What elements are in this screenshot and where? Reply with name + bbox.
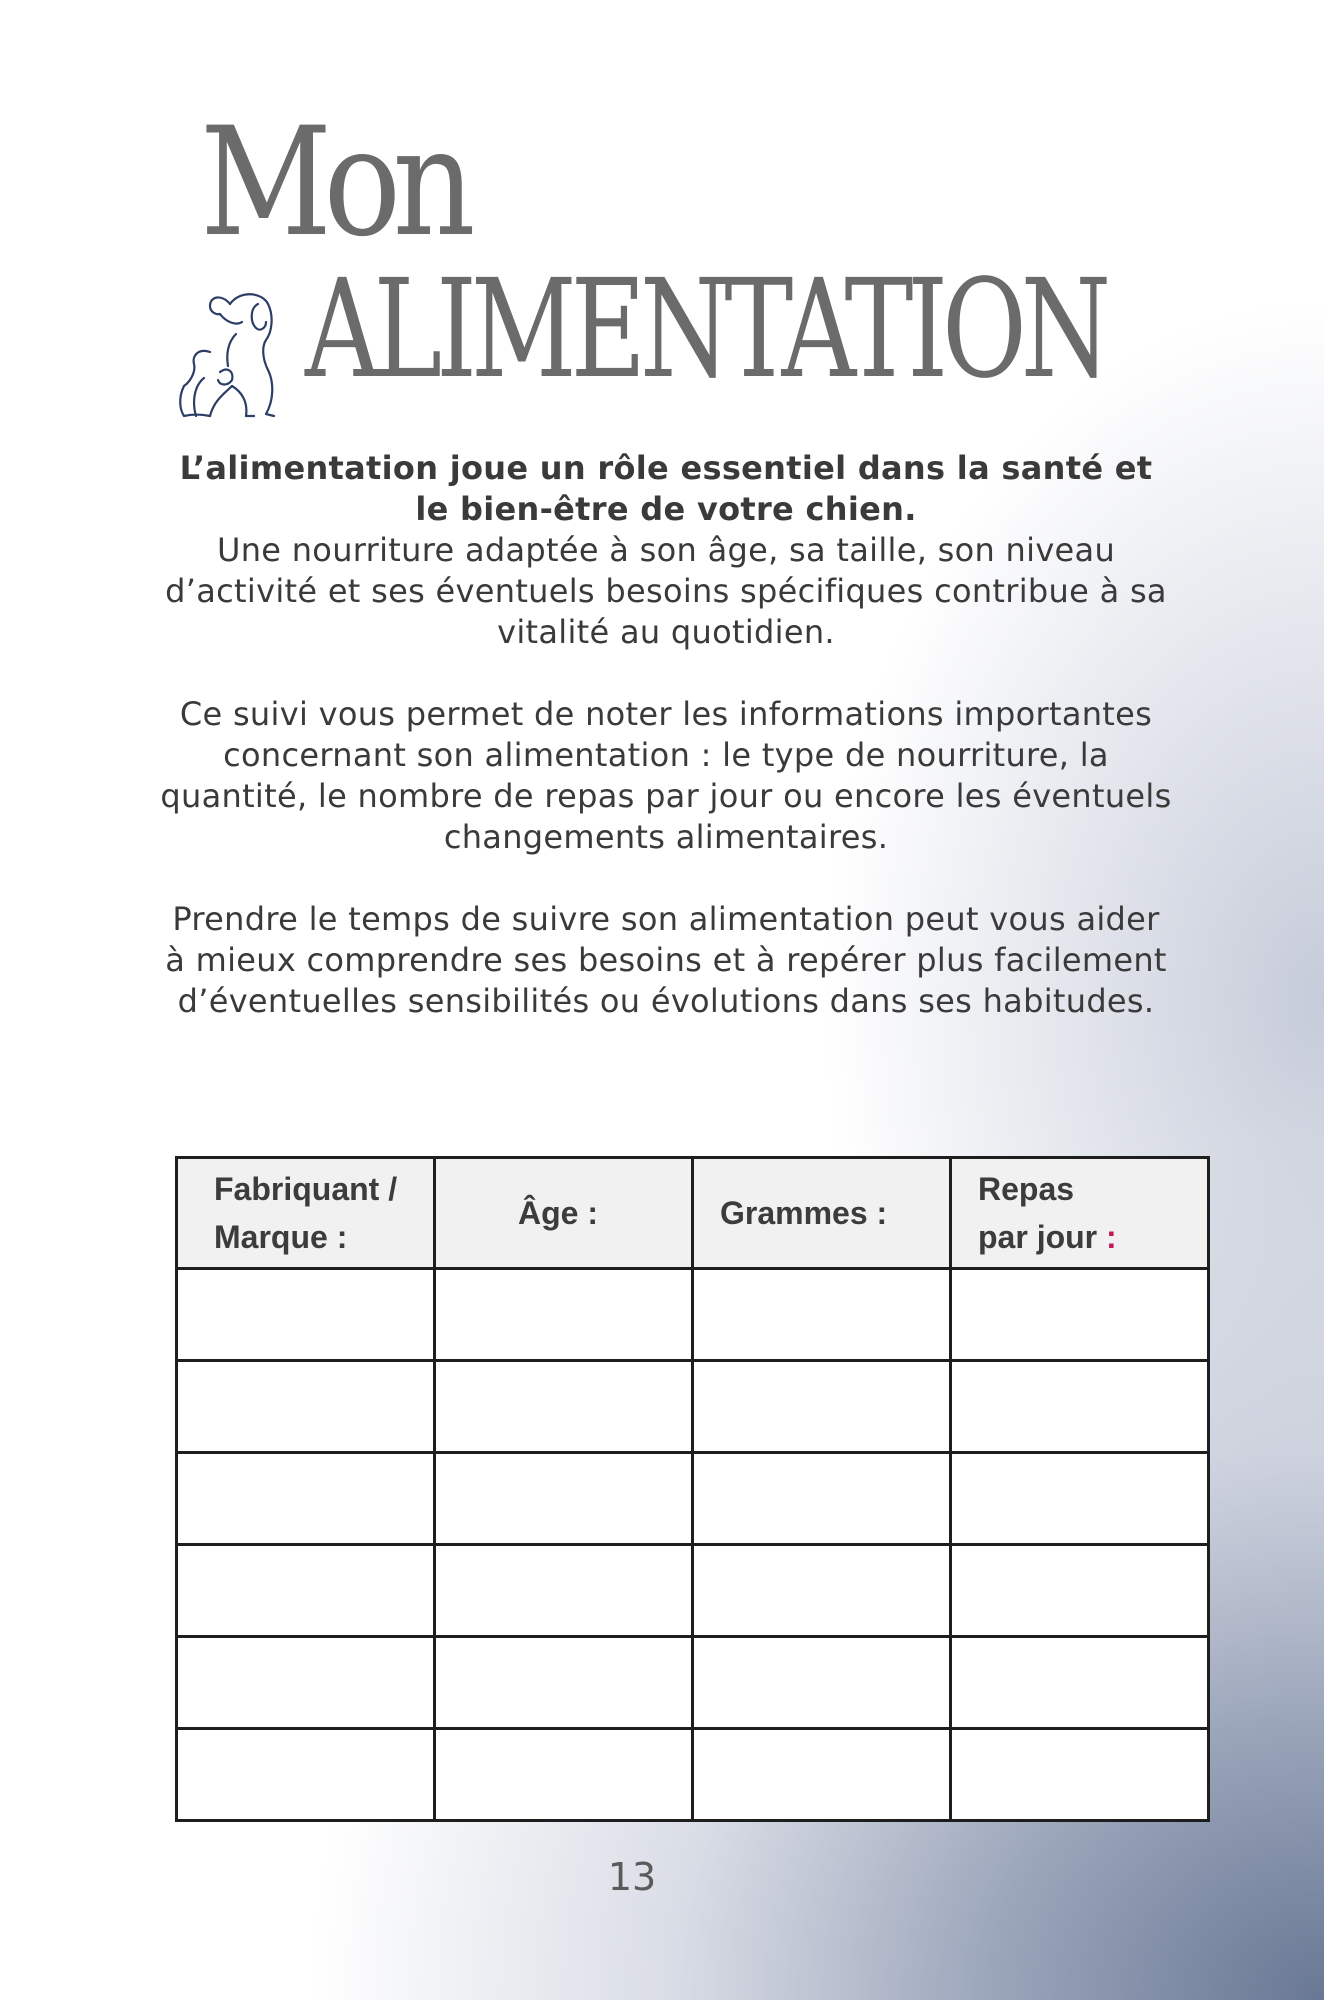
header-manufacturer: Fabriquant / Marque :	[177, 1158, 435, 1269]
diet-tracking-table	[175, 1156, 1210, 1822]
title-line-mon: Mon	[200, 96, 468, 270]
table-cell[interactable]	[693, 1545, 951, 1637]
table-cell[interactable]	[435, 1361, 693, 1453]
table-cell[interactable]	[693, 1269, 951, 1361]
table-row	[177, 1545, 1209, 1637]
table-cell[interactable]	[951, 1453, 1209, 1545]
table-cell[interactable]	[693, 1453, 951, 1545]
dog-line-icon	[170, 282, 280, 422]
table-cell[interactable]	[177, 1729, 435, 1821]
table-cell[interactable]	[951, 1729, 1209, 1821]
table-cell[interactable]	[435, 1545, 693, 1637]
table-row	[177, 1729, 1209, 1821]
table-cell[interactable]	[951, 1269, 1209, 1361]
header-meals-per-day: Repas par jour :	[951, 1158, 1209, 1269]
header-grams: Grammes :	[693, 1158, 951, 1269]
table-cell[interactable]	[693, 1361, 951, 1453]
title-line-alimentation: ALIMENTATION	[305, 251, 1106, 409]
table-row	[177, 1453, 1209, 1545]
table-cell[interactable]	[951, 1637, 1209, 1729]
table-cell[interactable]	[177, 1637, 435, 1729]
table-cell[interactable]	[177, 1453, 435, 1545]
intro-paragraph-1-text: Une nourriture adaptée à son âge, sa taille, son niveau d’activité et ses éventuels besoins spécifiques contribue à sa vitalité au quotidien.	[165, 531, 1167, 651]
accent-colon: :	[1106, 1219, 1117, 1255]
table-row	[177, 1269, 1209, 1361]
intro-paragraph-3: Prendre le temps de suivre son alimentation peut vous aider à mieux comprendre ses besoins et à repérer plus facilement d’éventuelles sensibilités ou évolutions dans ses habitudes.	[165, 900, 1167, 1020]
table-cell[interactable]	[177, 1545, 435, 1637]
table-cell[interactable]	[951, 1545, 1209, 1637]
table-cell[interactable]	[435, 1637, 693, 1729]
intro-bold-statement: L’alimentation joue un rôle essentiel dans la santé et le bien-être de votre chien.	[179, 449, 1153, 528]
table-cell[interactable]	[435, 1729, 693, 1821]
table-row	[177, 1637, 1209, 1729]
intro-text	[160, 448, 1172, 1063]
table-cell[interactable]	[177, 1361, 435, 1453]
table-cell[interactable]	[435, 1453, 693, 1545]
intro-paragraph-2: Ce suivi vous permet de noter les informations importantes concernant son alimentation : le type de nourriture, la quantité, le nombre de repas par jour ou encore les éventuels changements alimentaires.	[160, 695, 1172, 856]
intro-paragraph-1	[160, 448, 1172, 653]
table-header-row	[177, 1158, 1209, 1269]
table-row	[177, 1361, 1209, 1453]
table-cell[interactable]	[435, 1269, 693, 1361]
table-cell[interactable]	[693, 1729, 951, 1821]
header-age: Âge :	[435, 1158, 693, 1269]
table-cell[interactable]	[951, 1361, 1209, 1453]
table-cell[interactable]	[177, 1269, 435, 1361]
table-cell[interactable]	[693, 1637, 951, 1729]
page-number: 13	[607, 1855, 657, 1899]
